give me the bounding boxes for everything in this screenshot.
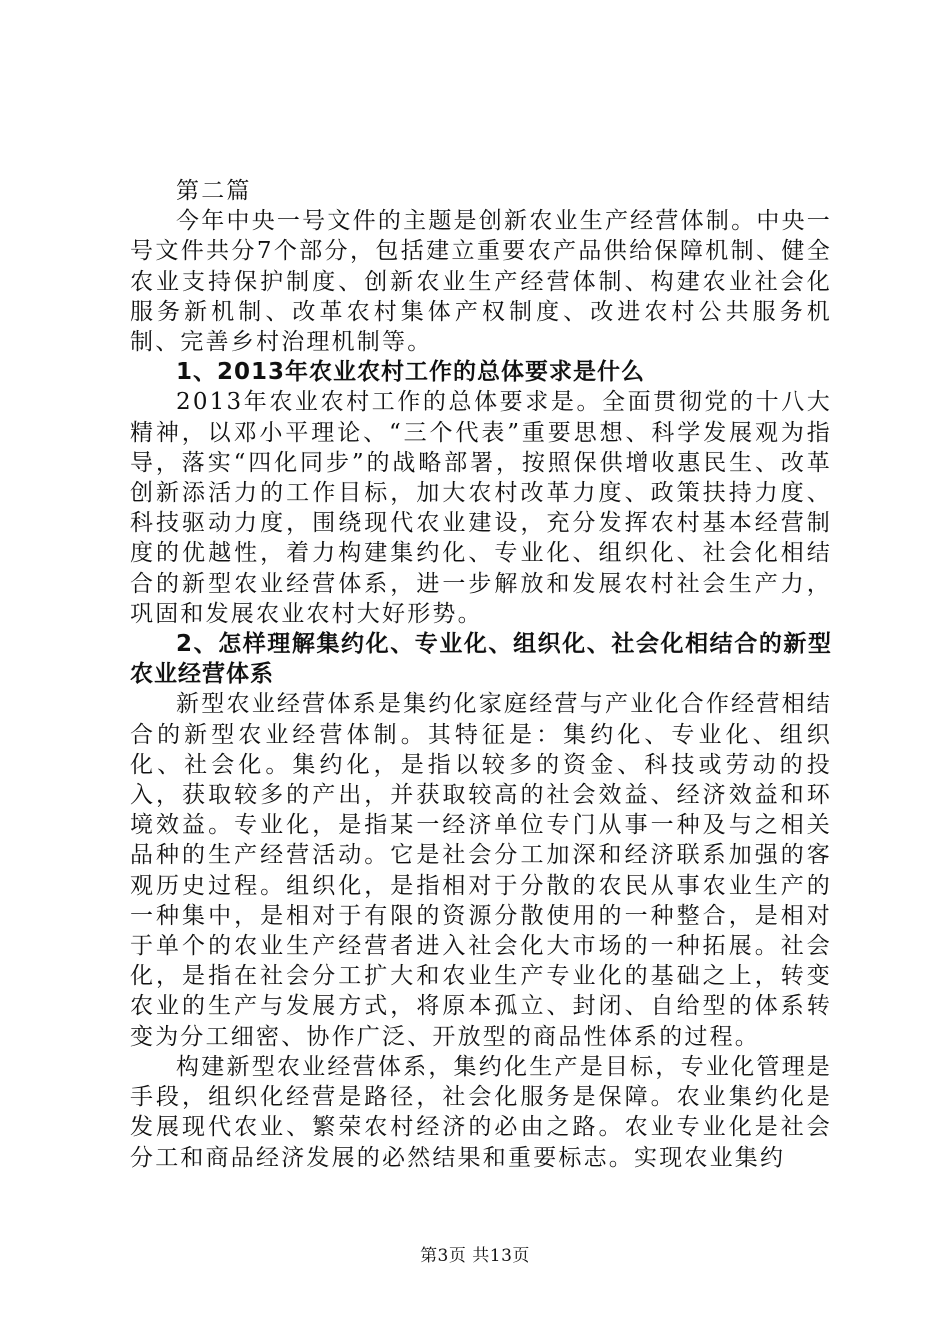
section-title: 第二篇 xyxy=(176,178,252,204)
intro-paragraph: 今年中央一号文件的主题是创新农业生产经营体制。中央一号文件共分7个部分，包括建立重要农产品供给保障机制、健全农业支持保护制度、创新农业生产经营体制、构建农业社会化服务新机制、改革农村集体产权制度、改进农村公共服务机制、完善乡村治理机制等。 xyxy=(130,208,832,356)
question-1-heading: 1、2013年农业农村工作的总体要求是什么 xyxy=(176,359,646,386)
question-2-answer-paragraph-1: 新型农业经营体系是集约化家庭经营与产业化合作经营相结合的新型农业经营体制。其特征是：集约化、专业化、组织化、社会化。集约化，是指以较多的资金、科技或劳动的投入，获取较多的产出，并获取较高的社会效益、经济效益和环境效益。专业化，是指某一经济单位专门从事一种及与之相关品种的生产经营活动。它是社会分工加深和经济联系加强的客观历史过程。组织化，是指相对于分散的农民从事农业生产的一种集中，是相对于有限的资源分散使用的一种整合，是相对于单个的农业生产经营者进入社会化大市场的一种拓展。社会化，是指在社会分工扩大和农业生产专业化的基础之上，转变农业的生产与发展方式，将原本孤立、封闭、自给型的体系转变为分工细密、协作广泛、开放型的商品性体系的过程。 xyxy=(130,691,832,1050)
document-body xyxy=(130,176,832,1173)
page-number-footer: 第3页 共13页 xyxy=(420,1246,530,1266)
question-2-heading: 2、怎样理解集约化、专业化、组织化、社会化相结合的新型农业经营体系 xyxy=(130,631,832,688)
question-1-answer: 2013年农业农村工作的总体要求是。全面贯彻党的十八大精神，以邓小平理论、“三个代表”重要思想、科学发展观为指导，落实“四化同步”的战略部署，按照保供增收惠民生、改革创新添活力的工作目标，加大农村改革力度、政策扶持力度、科技驱动力度，围绕现代农业建设，充分发挥农村基本经营制度的优越性，着力构建集约化、专业化、组织化、社会化相结合的新型农业经营体系，进一步解放和发展农村社会生产力，巩固和发展农业农村大好形势。 xyxy=(130,389,832,627)
question-2-answer-paragraph-2: 构建新型农业经营体系，集约化生产是目标，专业化管理是手段，组织化经营是路径，社会化服务是保障。农业集约化是发展现代农业、繁荣农村经济的必由之路。农业专业化是社会分工和商品经济发展的必然结果和重要标志。实现农业集约 xyxy=(130,1053,832,1171)
